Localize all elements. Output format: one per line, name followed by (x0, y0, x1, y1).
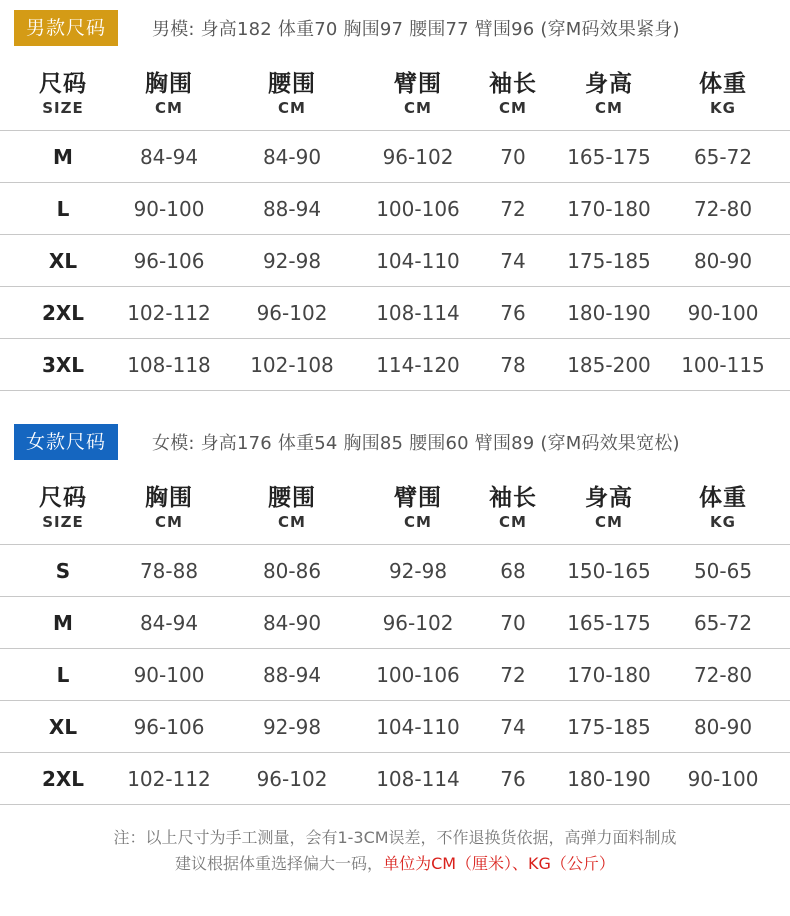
header-label: 袖长 (489, 485, 537, 511)
men-header-waist (232, 70, 352, 118)
height-cell: 165-175 (567, 145, 651, 169)
height-cell: 150-165 (567, 559, 651, 583)
header-label: 腰围 (268, 71, 316, 97)
waist-cell: 92-98 (262, 715, 322, 739)
women-tag-row (0, 414, 790, 470)
weight-cell: 90-100 (687, 767, 759, 791)
weight-cell: 90-100 (687, 301, 759, 325)
women-header-waist (232, 484, 352, 532)
height-cell: 170-180 (567, 663, 651, 687)
table-row (0, 131, 790, 183)
size-note-advice: 建议根据体重选择偏大一码， (175, 854, 384, 873)
waist-cell: 92-98 (262, 249, 322, 273)
arm-cell: 108-114 (376, 301, 460, 325)
women-table-header (0, 470, 790, 544)
height-cell: 180-190 (567, 301, 651, 325)
header-label: 臂围 (394, 71, 442, 97)
chest-cell: 84-94 (139, 611, 199, 635)
chest-cell: 108-118 (127, 353, 211, 377)
header-label: 体重 (699, 485, 747, 511)
women-header-weight (663, 484, 783, 532)
weight-cell: 50-65 (693, 559, 753, 583)
chest-cell: 84-94 (139, 145, 199, 169)
height-cell: 175-185 (567, 715, 651, 739)
chest-cell: 96-106 (133, 249, 205, 273)
women-size-section (0, 414, 790, 805)
sleeve-cell: 76 (500, 767, 526, 791)
height-cell: 165-175 (567, 611, 651, 635)
arm-cell: 100-106 (376, 197, 460, 221)
weight-cell: 80-90 (693, 249, 753, 273)
chest-cell: 96-106 (133, 715, 205, 739)
women-model-note: 女模: 身高176 体重54 胸围85 腰围60 臂围89 (穿M码效果宽松) (152, 433, 680, 454)
sleeve-cell: 70 (500, 611, 526, 635)
waist-cell: 80-86 (262, 559, 322, 583)
size-cell: 3XL (41, 353, 85, 377)
women-size-tag: 女款尺码 (14, 424, 118, 460)
table-row (0, 701, 790, 753)
arm-cell: 104-110 (376, 249, 460, 273)
header-label: 尺码 (39, 485, 87, 511)
table-row (0, 235, 790, 287)
header-unit: CM (278, 99, 306, 117)
chest-cell: 78-88 (139, 559, 199, 583)
sleeve-cell: 70 (500, 145, 526, 169)
header-unit: CM (404, 99, 432, 117)
weight-cell: 80-90 (693, 715, 753, 739)
header-label: 腰围 (268, 485, 316, 511)
size-cell: M (53, 145, 73, 169)
men-header-weight (663, 70, 783, 118)
size-cell: 2XL (41, 767, 85, 791)
header-unit: SIZE (42, 99, 84, 117)
waist-cell: 84-90 (262, 145, 322, 169)
chest-cell: 90-100 (133, 663, 205, 687)
header-unit: CM (278, 513, 306, 531)
arm-cell: 114-120 (376, 353, 460, 377)
header-unit: KG (710, 99, 736, 117)
men-model-note: 男模: 身高182 体重70 胸围97 腰围77 臂围96 (穿M码效果紧身) (152, 19, 680, 40)
arm-cell: 108-114 (376, 767, 460, 791)
header-unit: CM (499, 99, 527, 117)
men-size-rows (0, 130, 790, 391)
header-unit: CM (155, 513, 183, 531)
chest-cell: 102-112 (127, 767, 211, 791)
size-cell: XL (48, 715, 78, 739)
women-size-rows (0, 544, 790, 805)
height-cell: 180-190 (567, 767, 651, 791)
weight-cell: 65-72 (693, 145, 753, 169)
header-unit: KG (710, 513, 736, 531)
men-header-size (3, 70, 123, 118)
women-header-height (549, 484, 669, 532)
size-note (0, 825, 790, 877)
weight-cell: 100-115 (681, 353, 765, 377)
men-size-section (0, 0, 790, 391)
size-cell: L (56, 663, 70, 687)
table-row (0, 597, 790, 649)
weight-cell: 65-72 (693, 611, 753, 635)
arm-cell: 96-102 (382, 611, 454, 635)
sleeve-cell: 72 (500, 197, 526, 221)
waist-cell: 96-102 (256, 301, 328, 325)
size-note-line-2 (0, 851, 790, 877)
header-unit: SIZE (42, 513, 84, 531)
table-row (0, 545, 790, 597)
arm-cell: 100-106 (376, 663, 460, 687)
header-label: 身高 (585, 485, 633, 511)
header-unit: CM (595, 99, 623, 117)
women-header-chest (109, 484, 229, 532)
men-header-height (549, 70, 669, 118)
weight-cell: 72-80 (693, 663, 753, 687)
size-cell: L (56, 197, 70, 221)
header-label: 尺码 (39, 71, 87, 97)
arm-cell: 104-110 (376, 715, 460, 739)
weight-cell: 72-80 (693, 197, 753, 221)
table-row (0, 287, 790, 339)
sleeve-cell: 68 (500, 559, 526, 583)
header-label: 袖长 (489, 71, 537, 97)
header-label: 体重 (699, 71, 747, 97)
men-size-tag: 男款尺码 (14, 10, 118, 46)
men-header-chest (109, 70, 229, 118)
height-cell: 175-185 (567, 249, 651, 273)
sleeve-cell: 74 (500, 715, 526, 739)
table-row (0, 183, 790, 235)
header-unit: CM (499, 513, 527, 531)
header-label: 胸围 (145, 485, 193, 511)
size-cell: 2XL (41, 301, 85, 325)
sleeve-cell: 76 (500, 301, 526, 325)
unit-note: 单位为CM（厘米）、KG（公斤） (383, 854, 615, 873)
waist-cell: 96-102 (256, 767, 328, 791)
men-table-header (0, 56, 790, 130)
size-cell: XL (48, 249, 78, 273)
chest-cell: 90-100 (133, 197, 205, 221)
table-row (0, 649, 790, 701)
header-label: 身高 (585, 71, 633, 97)
size-cell: S (55, 559, 71, 583)
header-label: 胸围 (145, 71, 193, 97)
chest-cell: 102-112 (127, 301, 211, 325)
men-tag-row (0, 0, 790, 56)
table-row (0, 339, 790, 391)
header-unit: CM (595, 513, 623, 531)
header-unit: CM (155, 99, 183, 117)
arm-cell: 92-98 (388, 559, 448, 583)
sleeve-cell: 74 (500, 249, 526, 273)
sleeve-cell: 72 (500, 663, 526, 687)
arm-cell: 96-102 (382, 145, 454, 169)
header-unit: CM (404, 513, 432, 531)
table-row (0, 753, 790, 805)
height-cell: 185-200 (567, 353, 651, 377)
waist-cell: 88-94 (262, 663, 322, 687)
waist-cell: 102-108 (250, 353, 334, 377)
height-cell: 170-180 (567, 197, 651, 221)
size-note-line-1: 注：以上尺寸为手工测量，会有1-3CM误差，不作退换货依据，高弹力面料制成 (113, 828, 677, 847)
waist-cell: 88-94 (262, 197, 322, 221)
sleeve-cell: 78 (500, 353, 526, 377)
size-cell: M (53, 611, 73, 635)
waist-cell: 84-90 (262, 611, 322, 635)
women-header-size (3, 484, 123, 532)
header-label: 臂围 (394, 485, 442, 511)
